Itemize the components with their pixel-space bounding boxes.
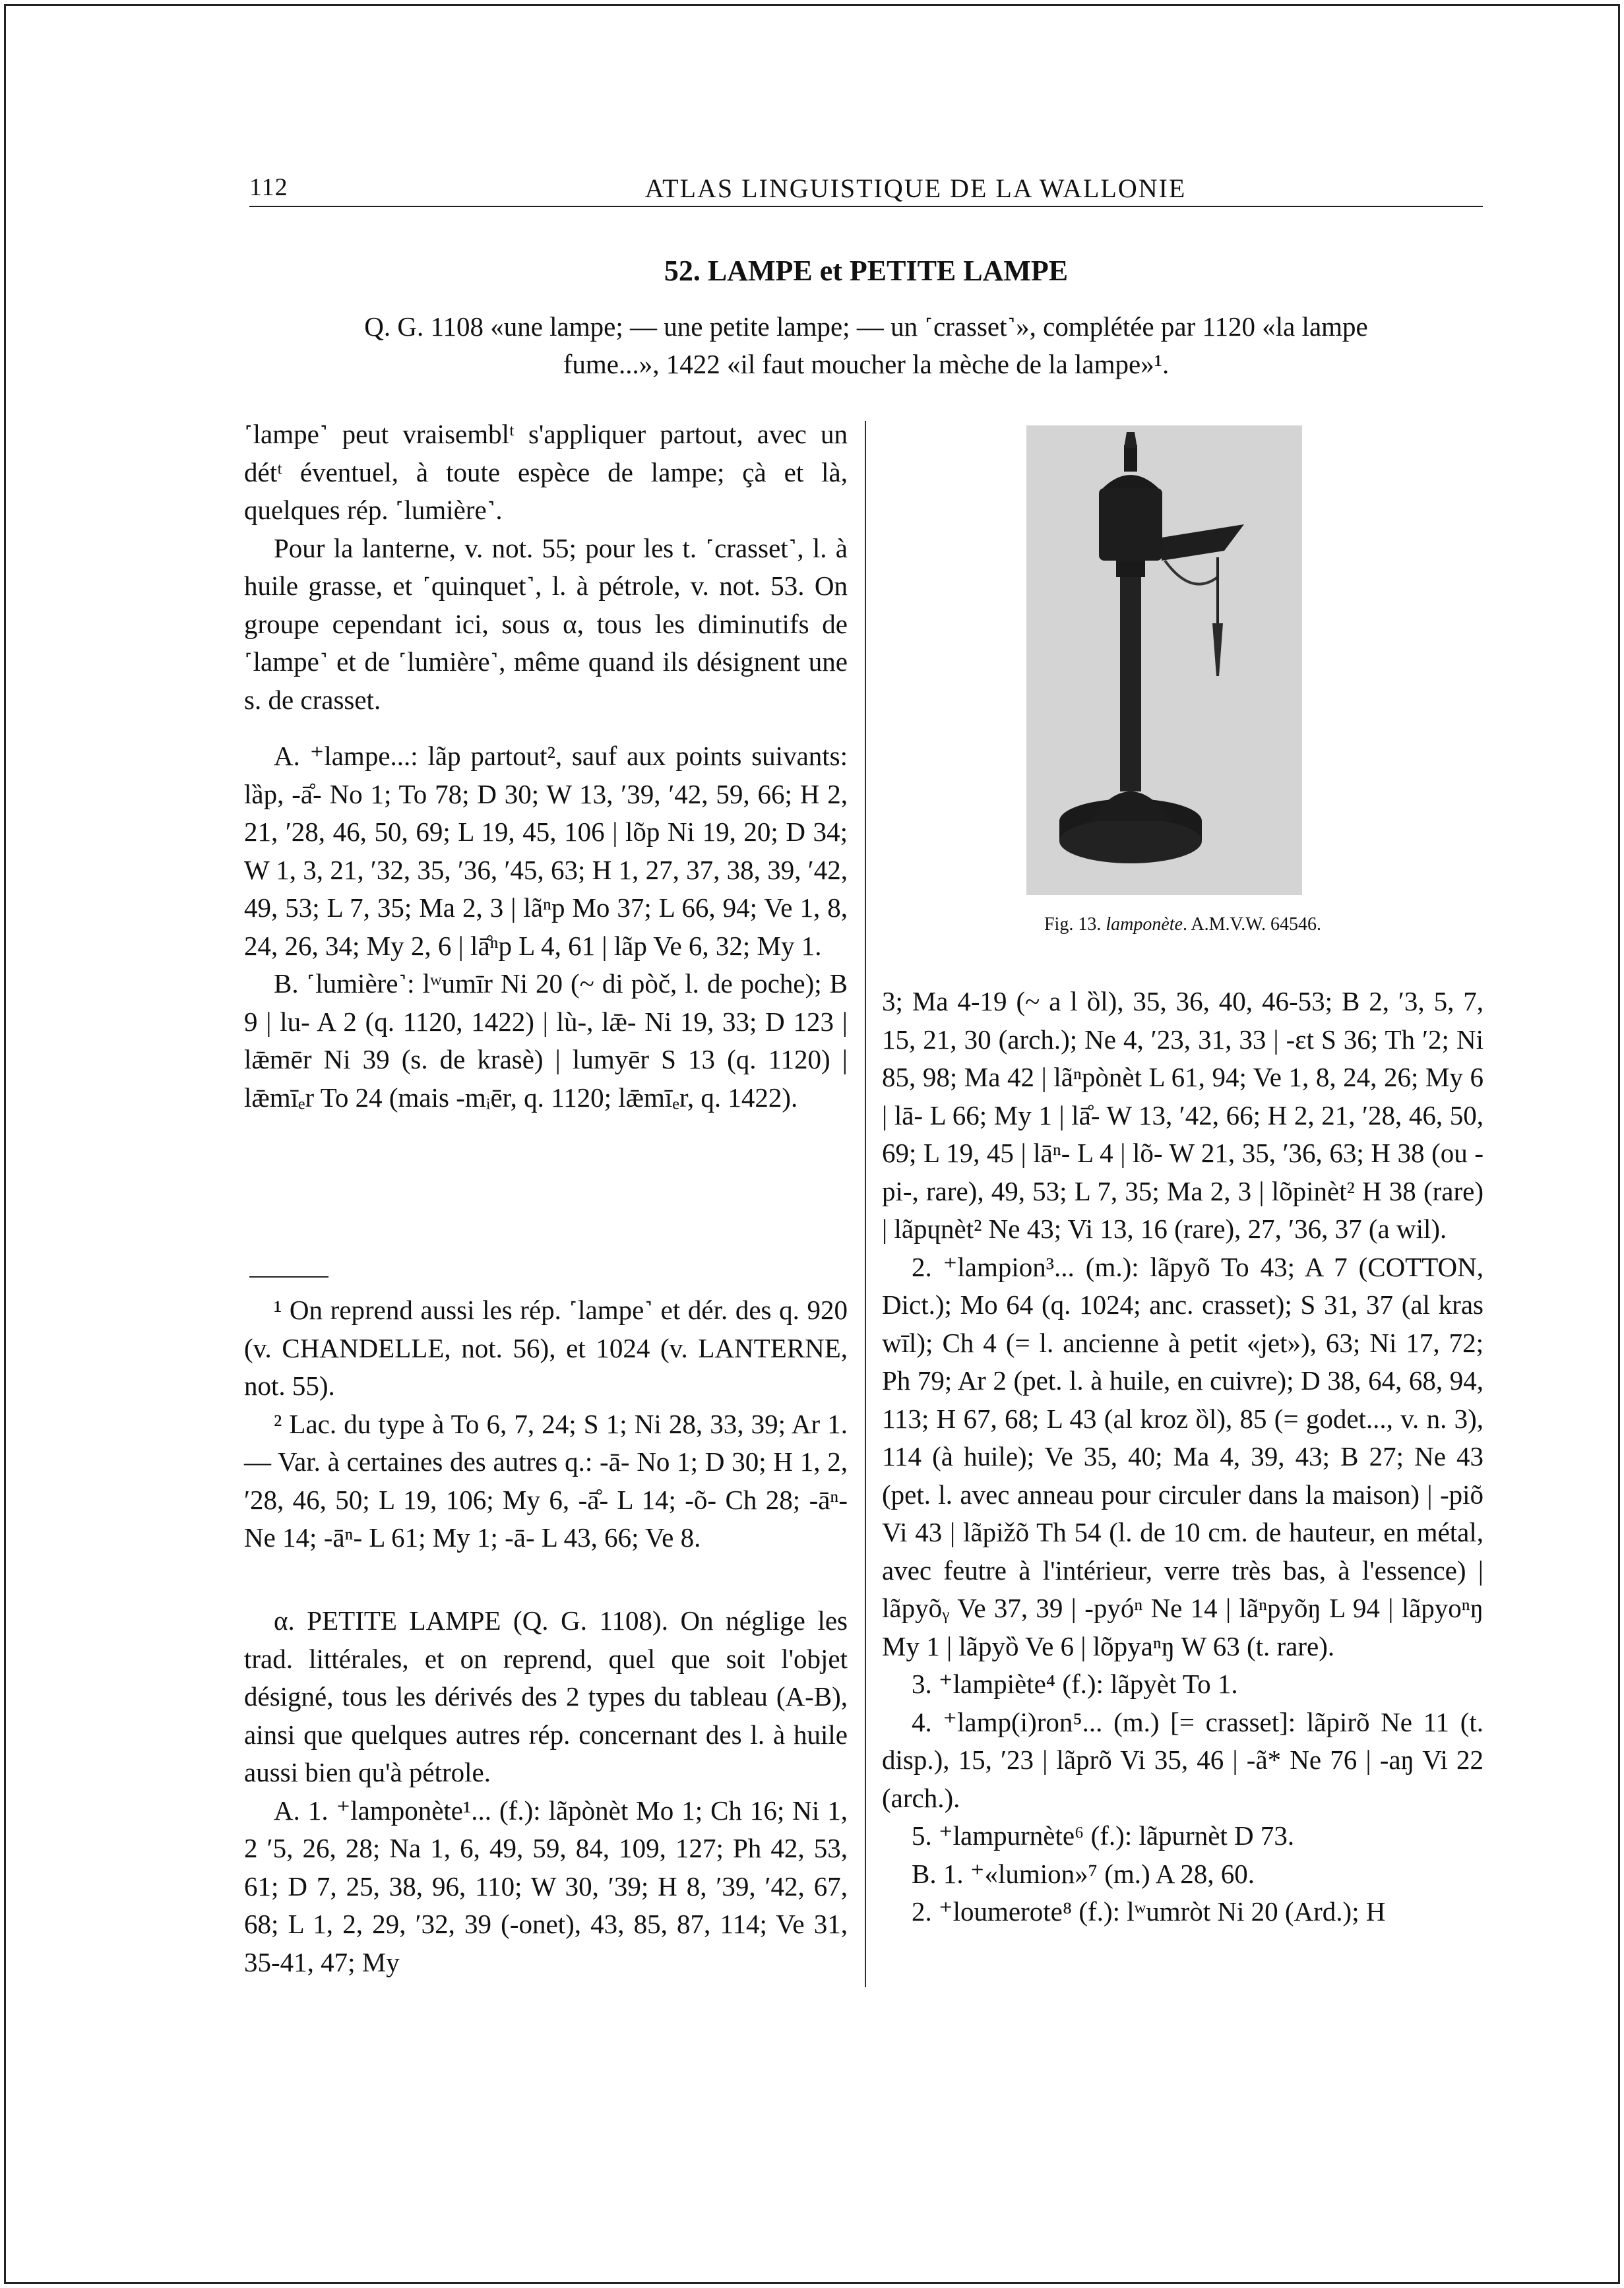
section-b-paragraph: B. ˹lumière˺: lʷumīr Ni 20 (~ di pòč, l. de poche); B 9 | lu- A 2 (q. 1120, 1422) | lù-, lǣ- Ni 19, 33; D 123 | lǣmēr Ni 39 (s. de krasè) | lumyēr S 13 (q. 1120) | lǣmīₑr To 24 (mais -mᵢēr, q. 1120; lǣmīₑr, q. 1422).	[244, 968, 848, 1113]
footnote-rule	[249, 1276, 328, 1278]
right-entry-5: 5. ⁺lampurnète⁶ (f.): lãpurnèt D 73.	[912, 1820, 1295, 1851]
right-entry-2: 2. ⁺lampion³... (m.): lãpyõ To 43; A 7 (COTTON, Dict.); Mo 64 (q. 1024; anc. crasset); S 31, 37 (al kras wīl); Ch 4 (= l. ancienne à petit «jet»), 63; Ni 17, 72; Ph 79; Ar 2 (pet. l. à huile, en cuivre); D 38, 64, 68, 94, 113; H 67, 68; L 43 (al kroz ȍl), 85 (= godet..., v. n. 3), 114 (à huile); Ve 35, 40; Ma 4, 39, 43; B 27; Ne 43 (pet. l. avec anneau pour circuler dans la maison) | -piõ Vi 43 | lãpižõ Th 54 (l. de 10 cm. de hauteur, en métal, avec feutre à l'intérieur, verre très bas, à l'essence) | lãpyõᵧ Ve 37, 39 | -pyóⁿ Ne 14 | lãⁿpyõŋ L 94 | lãpyoⁿŋ My 1 | lãpyȍ Ve 6 | lõpyaⁿŋ W 63 (t. rare).	[882, 1251, 1483, 1661]
caption-suffix: . A.M.V.W. 64546.	[1182, 914, 1322, 935]
left-column	[244, 416, 848, 1117]
footnotes	[244, 1291, 848, 1557]
intro-paragraph-2: Pour la lanterne, v. not. 55; pour les t. ˹crasset˺, l. à huile grasse, et ˹quinquet˺, l. à pétrole, v. not. 53. On groupe cependant ici, sous α, tous les diminutifs de ˹lampe˺ et de ˹lumière˺, même quand ils désignent une s. de crasset.	[244, 532, 848, 715]
caption-word: lamponète	[1106, 914, 1183, 935]
right-entry-4: 4. ⁺lamp(i)ron⁵... (m.) [= crasset]: lãpirõ Ne 11 (t. disp.), 15, ′23 | lãprõ Vi 35, 46 | -ã* Ne 76 | -aŋ Vi 22 (arch.).	[882, 1706, 1483, 1813]
article-title: 52. LAMPE et PETITE LAMPE	[664, 255, 1069, 287]
caption-prefix: Fig. 13.	[1044, 914, 1102, 935]
question-line-2: fume...», 1422 «il faut moucher la mèche de la lampe»¹.	[563, 349, 1170, 379]
page-number: 112	[249, 173, 288, 201]
alpha-section	[244, 1602, 848, 1981]
running-header	[249, 173, 1483, 207]
oil-lamp-illustration	[1026, 425, 1302, 895]
lamp-photo	[1026, 425, 1302, 895]
section-a-paragraph: A. ⁺lampe...: lãp partout², sauf aux points suivants: lȁp, -ā̊- No 1; To 78; D 30; W 13, ′39, ′42, 59, 66; H 2, 21, ′28, 46, 50, 69; L 19, 45, 106 | lõp Ni 19, 20; D 34; W 1, 3, 21, ′32, 35, ′36, ′45, 63; H 1, 27, 37, 38, 39, ′42, 49, 53; L 7, 35; Ma 2, 3 | lãⁿp Mo 37; L 66, 94; Ve 1, 8, 24, 26, 34; My 2, 6 | lā̊ⁿp L 4, 61 | lãp Ve 6, 32; My 1.	[244, 741, 848, 961]
right-entry-3: 3. ⁺lampiète⁴ (f.): lãpyèt To 1.	[912, 1669, 1238, 1699]
right-entry-b1: B. 1. ⁺«lumion»⁷ (m.) A 28, 60.	[912, 1858, 1255, 1889]
right-entry-b2: 2. ⁺loumerote⁸ (f.): lʷumròt Ni 20 (Ard.); H	[912, 1896, 1386, 1927]
running-title: ATLAS LINGUISTIQUE DE LA WALLONIE	[644, 173, 1187, 203]
footnote-2: ² Lac. du type à To 6, 7, 24; S 1; Ni 28, 33, 39; Ar 1. — Var. à certaines des autres q.: -ā- No 1; D 30; H 1, 2, ′28, 46, 50; L 19, 106; My 6, -ā̊- L 14; -õ- Ch 28; -āⁿ- Ne 14; -āⁿ- L 61; My 1; -ā- L 43, 66; Ve 8.	[244, 1408, 848, 1553]
question-text	[249, 308, 1483, 383]
intro-paragraph-1: ˹lampe˺ peut vraisemblᵗ s'appliquer partout, avec un détᵗ éventuel, à toute espèce de lampe; çà et là, quelques rép. ˹lumière˺.	[244, 419, 848, 525]
footnote-1: ¹ On reprend aussi les rép. ˹lampe˺ et dér. des q. 920 (v. CHANDELLE, not. 56), et 1024 (v. LANTERNE, not. 55).	[244, 1295, 848, 1401]
right-continuation: 3; Ma 4-19 (~ a l ȍl), 35, 36, 40, 46-53; B 2, ′3, 5, 7, 15, 21, 30 (arch.); Ne 4, ′23, 31, 33 | -ɛt S 36; Th ′2; Ni 85, 98; Ma 42 | lãⁿpònèt L 61, 94; Ve 1, 8, 24, 26; My 6 | lā- L 66; My 1 | lā̊- W 13, ′42, 66; H 2, 21, ′28, 46, 50, 69; L 19, 45 | lāⁿ- L 4 | lõ- W 21, 35, ′36, 63; H 38 (ou -pi-, rare), 49, 53; L 7, 35; Ma 2, 3 | lõpinèt² H 38 (rare) | lãpɥnèt² Ne 43; Vi 13, 16 (rare), 27, ′36, 37 (a wil).	[882, 986, 1483, 1244]
column-divider	[865, 421, 866, 1987]
right-column	[882, 983, 1483, 1931]
question-line-1: Q. G. 1108 «une lampe; — une petite lampe; — un ˹crasset˺», complétée par 1120 «la lampe	[364, 311, 1368, 342]
figure-caption	[882, 914, 1483, 935]
alpha-paragraph-2: A. 1. ⁺lamponète¹... (f.): lãpònèt Mo 1; Ch 16; Ni 1, 2 ′5, 26, 28; Na 1, 6, 49, 59, 84, 109, 127; Ph 42, 53, 61; D 7, 25, 38, 96, 110; W 30, ′39; H 8, ′39, ′42, 67, 68; L 1, 2, 29, ′32, 39 (-onet), 43, 85, 87, 114; Ve 31, 35-41, 47; My	[244, 1795, 848, 1977]
alpha-paragraph-1: α. PETITE LAMPE (Q. G. 1108). On néglige les trad. littérales, et on reprend, quel que soit l'objet désigné, tous les dérivés des 2 types du tableau (A-B), ainsi que quelques autres rép. concernant des l. à huile aussi bien qu'à pétrole.	[244, 1605, 848, 1787]
